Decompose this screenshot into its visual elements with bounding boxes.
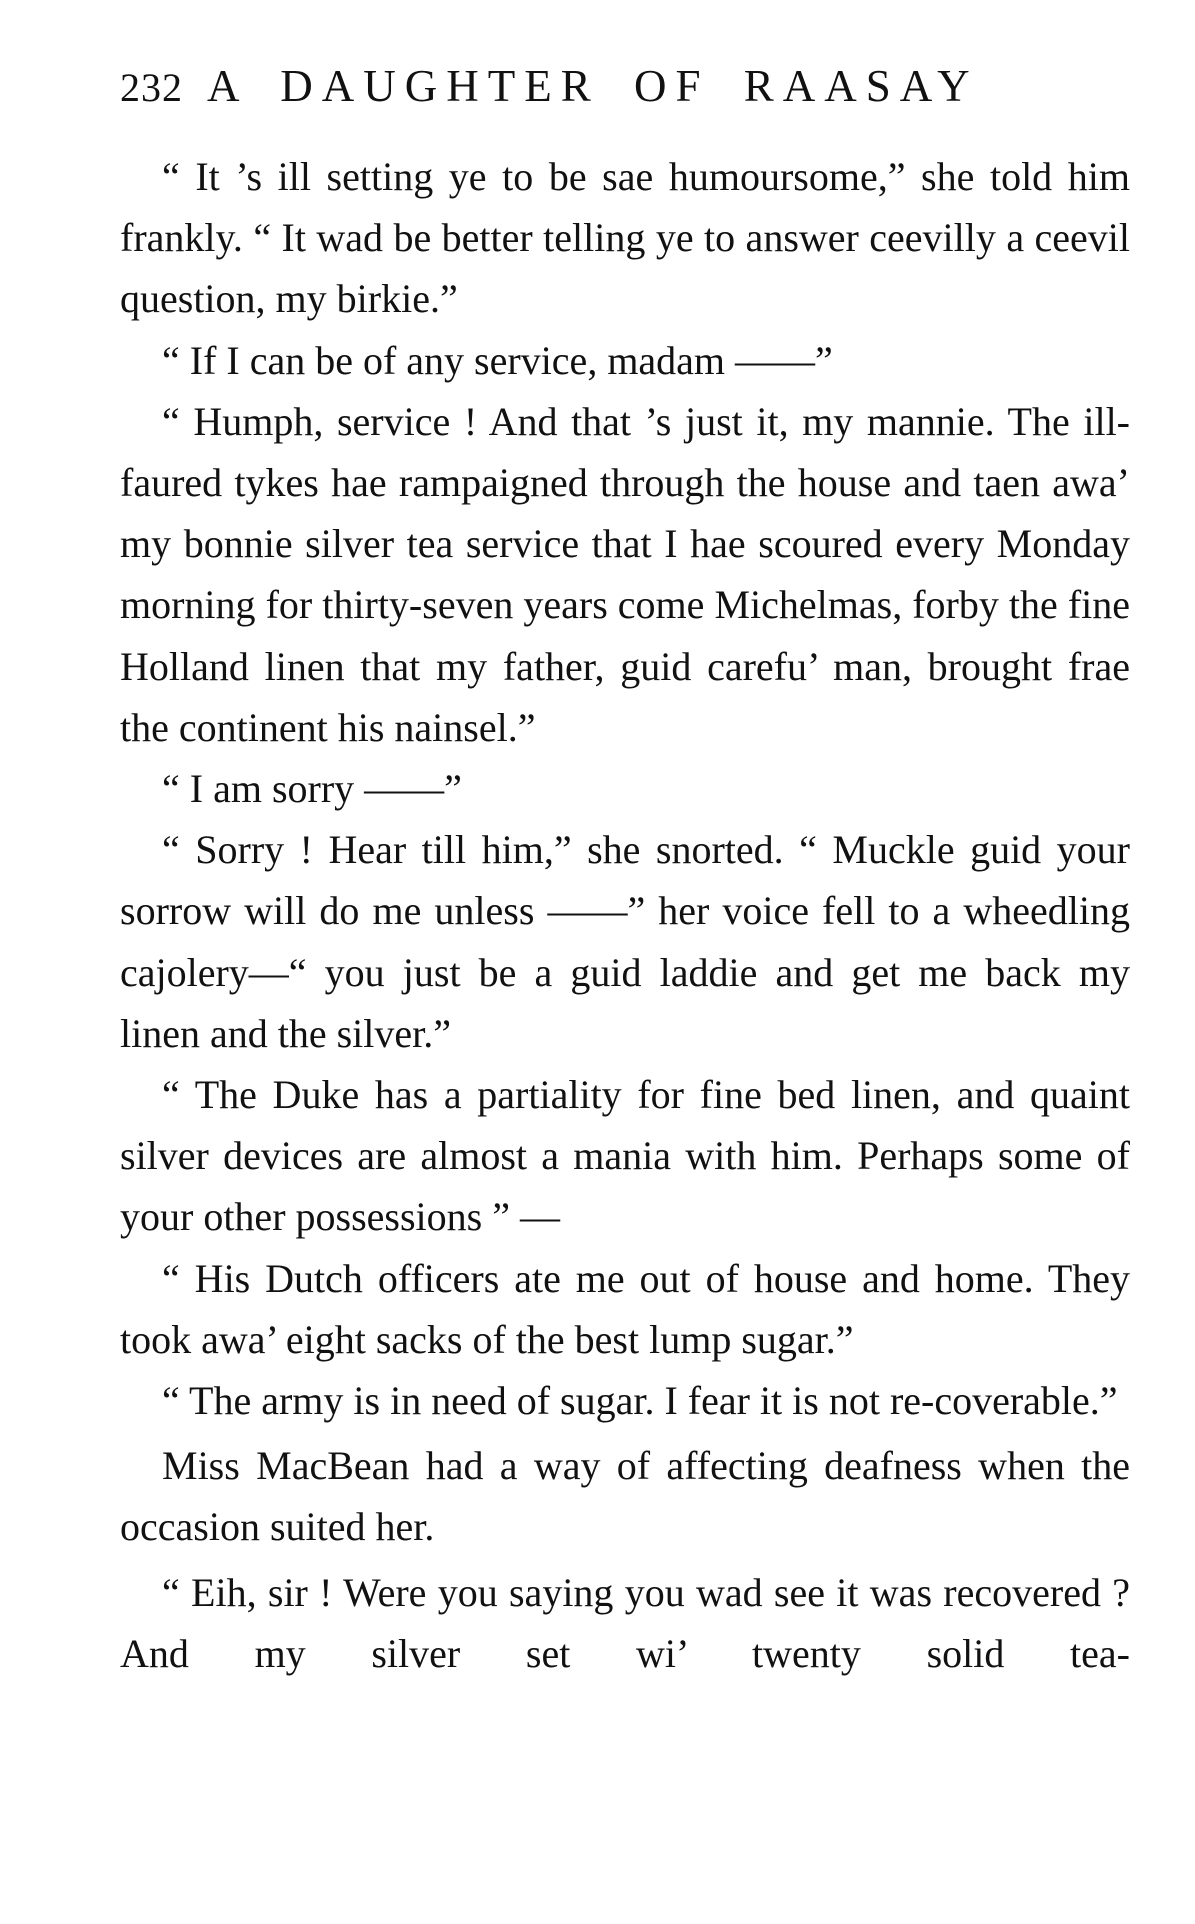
book-page bbox=[120, 60, 1130, 1684]
paragraph-humoursome: “ It ’s ill setting ye to be sae humoursome,” she told him frankly. “ It wad be better telling ye to answer ceevilly a ceevil question, my birkie.” bbox=[120, 154, 1130, 322]
page-number: 232 bbox=[120, 65, 183, 110]
paragraph-duke-partiality: “ The Duke has a partiality for fine bed linen, and quaint silver devices are almost a mania with him. Perhaps some of your other possessions ” — bbox=[120, 1072, 1130, 1240]
paragraph-tea-service: “ Humph, service ! And that ’s just it, my mannie. The ill-faured tykes hae rampaigned through the house and taen awa’ my bonnie silver tea service that I hae scoured every Monday morning for thirty-seven years come Michelmas, forby the fine Holland linen that my father, guid carefu’ man, brought frae the continent his nainsel.” bbox=[120, 398, 1130, 750]
paragraph-dutch-officers: “ His Dutch officers ate me out of house and home. They took awa’ eight sacks of the best lump sugar.” bbox=[120, 1255, 1130, 1362]
paragraph-sorry-hear-till-him: “ Sorry ! Hear till him,” she snorted. “ Muckle guid your sorrow will do me unless ——” her voice fell to a wheedling cajolery—“ you just be a guid laddie and get me back my linen and the silver.” bbox=[120, 827, 1130, 1056]
paragraph-eih-sir: “ Eih, sir ! Were you saying you wad see it was recovered ? And my silver set wi’ twenty solid tea- bbox=[120, 1569, 1130, 1676]
running-title: A DAUGHTER OF RAASAY bbox=[207, 61, 979, 111]
paragraph-i-am-sorry: “ I am sorry ——” bbox=[162, 766, 462, 812]
paragraph-miss-macbean: Miss MacBean had a way of affecting deafness when the occasion suited her. bbox=[120, 1443, 1130, 1550]
body-text bbox=[120, 146, 1130, 1684]
paragraph-army-sugar: “ The army is in need of sugar. I fear it is not re-coverable.” bbox=[162, 1378, 1118, 1424]
paragraph-any-service: “ If I can be of any service, madam ——” bbox=[162, 337, 833, 383]
running-head bbox=[120, 60, 1130, 136]
